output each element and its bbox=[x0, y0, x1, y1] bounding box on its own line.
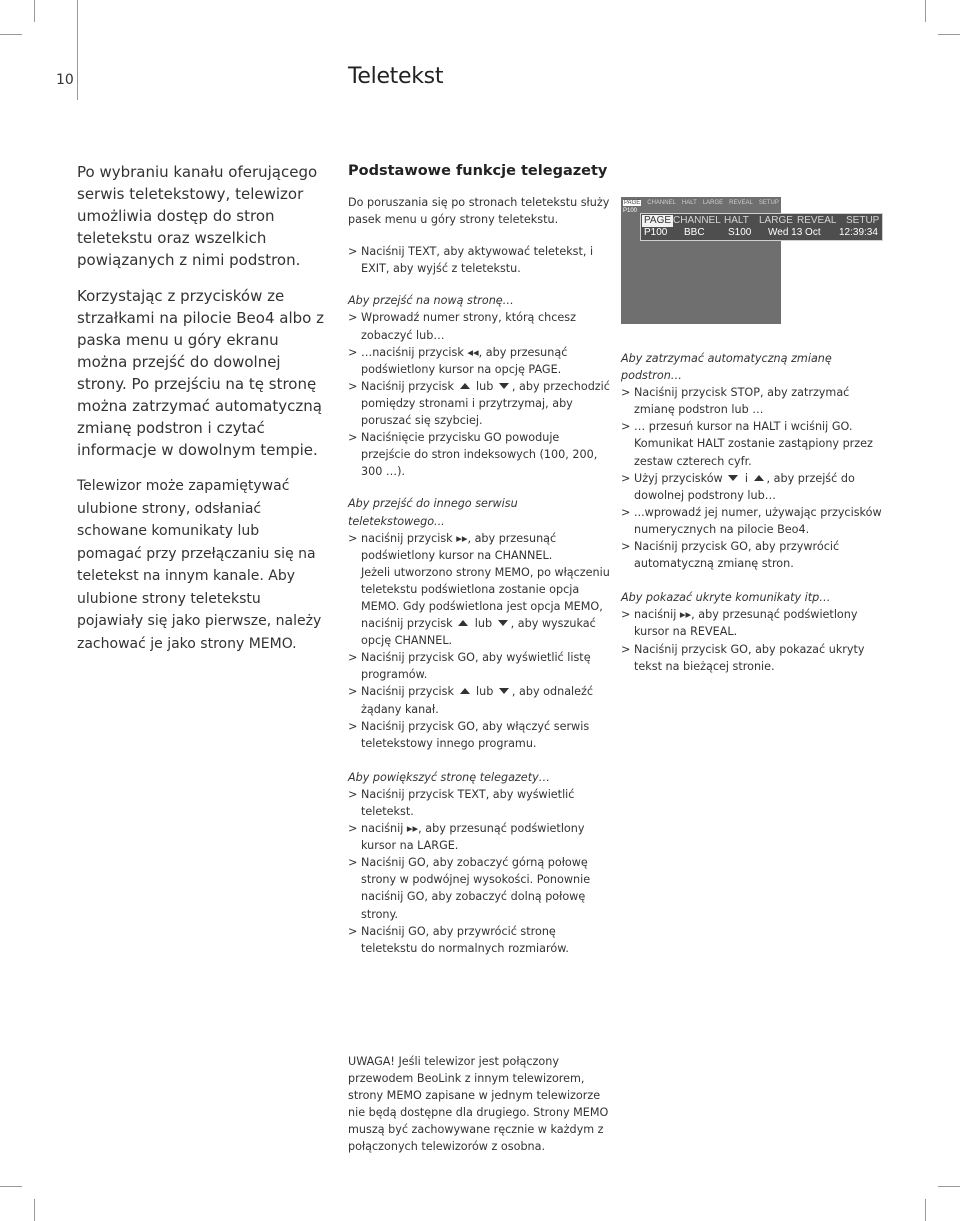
middle-column bbox=[348, 160, 610, 957]
up-arrow-icon bbox=[458, 620, 468, 626]
crop-mark bbox=[0, 1186, 22, 1187]
crop-mark bbox=[34, 1199, 35, 1221]
menu-large-option: LARGE bbox=[759, 215, 793, 226]
memo-paragraph: Telewizor może zapamiętywać ulubione strony, odsłaniać schowane komunikaty lub pomagać przy przełączaniu się na teletekst na innym kanale. Aby ulubione strony teletekstu pojawiały się jako pierwsze, należy zachować je jako strony MEMO. bbox=[77, 478, 322, 652]
list-item: > Użyj przycisków i , aby przejść do dowolnej podstrony lub… bbox=[621, 471, 855, 502]
forward-icon: ▸▸ bbox=[406, 822, 419, 836]
list-item: > Naciśnij TEXT, aby aktywować teletekst, i EXIT, aby wyjść z teletekstu. bbox=[348, 245, 594, 276]
up-arrow-icon bbox=[754, 475, 764, 481]
list-item: > Naciśnij przycisk TEXT, aby wyświetlić teletekst. bbox=[348, 787, 575, 818]
page-number: 10 bbox=[56, 72, 74, 88]
intro-text: Do poruszania się po stronach teletekstu służy pasek menu u góry strony teletekstu. bbox=[348, 196, 610, 227]
list-item: > Naciśnij przycisk GO, aby przywrócić automatyczną zmianę stron. bbox=[621, 540, 840, 571]
crop-mark bbox=[925, 0, 926, 22]
right-column bbox=[621, 350, 883, 675]
list-item: > Naciśnięcie przycisku GO powoduje przejście do stron indeksowych (100, 200, 300 …). bbox=[348, 431, 598, 479]
forward-icon: ▸▸ bbox=[679, 608, 692, 622]
note-paragraph: Jeżeli utworzono strony MEMO, po włączeniu teletekstu podświetlona zostanie opcja MEMO. Gdy podświetlona jest opcja MEMO, naciśnij przycisk lub , aby wyszukać opcję CHANNEL. bbox=[361, 565, 610, 648]
down-arrow-icon bbox=[499, 688, 509, 694]
up-arrow-icon bbox=[460, 383, 470, 389]
subpage-readout: S100 bbox=[728, 227, 752, 238]
subsection-heading: Aby przejść do innego serwisu teletekstowego... bbox=[348, 497, 518, 528]
menu-channel-option: CHANNEL bbox=[673, 215, 721, 226]
intro-paragraph: Po wybraniu kanału oferującego serwis teletekstowy, telewizor umożliwia dostęp do stron teletekstu oraz wszelkich powiązanych z nimi podstron. bbox=[77, 163, 318, 269]
down-arrow-icon bbox=[498, 620, 508, 626]
note-paragraph: Komunikat HALT zostanie zastąpiony przez zestaw czterech cyfr. bbox=[634, 437, 873, 468]
list-item: > Wprowadź numer strony, którą chcesz zobaczyć lub… bbox=[348, 311, 576, 342]
time-readout: 12:39:34 bbox=[839, 227, 878, 238]
section-heading: Podstawowe funkcje telegazety bbox=[348, 163, 608, 179]
subsection-heading: Aby powiększyć stronę telegazety… bbox=[348, 770, 550, 784]
list-item: > Naciśnij przycisk lub , aby odnaleźć żądany kanał. bbox=[348, 685, 594, 716]
list-item: > Naciśnij przycisk GO, aby wyświetlić listę programów. bbox=[348, 651, 591, 682]
menu-page-option: PAGE bbox=[644, 215, 672, 226]
list-item: > naciśnij przycisk ▸▸, aby przesunąć podświetlony kursor na CHANNEL. bbox=[348, 531, 557, 562]
menu-setup-option: SETUP bbox=[846, 215, 880, 226]
crop-mark bbox=[938, 1186, 960, 1187]
list-item: > Naciśnij przycisk STOP, aby zatrzymać zmianę podstron lub … bbox=[621, 386, 850, 417]
crop-mark bbox=[925, 1199, 926, 1221]
list-item: > naciśnij ▸▸, aby przesunąć podświetlony kursor na REVEAL. bbox=[621, 608, 858, 639]
page-title: Teletekst bbox=[348, 64, 444, 89]
up-arrow-icon bbox=[460, 688, 470, 694]
rewind-icon: ◂◂ bbox=[467, 345, 479, 359]
list-item: > Naciśnij GO, aby przywrócić stronę teletekstu do normalnych rozmiarów. bbox=[348, 924, 569, 955]
list-item: > … przesuń kursor na HALT i wciśnij GO. bbox=[621, 420, 853, 434]
menu-reveal-option: REVEAL bbox=[797, 215, 837, 226]
list-item: > Naciśnij przycisk GO, aby pokazać ukryty tekst na bieżącej stronie. bbox=[621, 642, 865, 673]
list-item: > Naciśnij przycisk lub , aby przechodzić pomiędzy stronami i przytrzymaj, aby poruszać się szybciej. bbox=[348, 379, 610, 428]
subsection-heading: Aby przejść na nową stronę… bbox=[348, 294, 514, 308]
page-number-readout: P100 bbox=[644, 227, 668, 238]
menu-halt-option: HALT bbox=[724, 215, 749, 226]
left-column bbox=[77, 161, 327, 669]
mini-menu-bar: PAGE CHANNEL HALT LARGE REVEAL SETUP P100 bbox=[623, 200, 779, 214]
list-item: > …naciśnij przycisk ◂◂, aby przesunąć podświetlony kursor na opcję PAGE. bbox=[348, 345, 568, 376]
list-item: > ...wprowadź jej numer, używając przycisków numerycznych na pilocie Beo4. bbox=[621, 505, 882, 536]
channel-readout: BBC bbox=[684, 227, 705, 238]
forward-icon: ▸▸ bbox=[456, 531, 468, 545]
crop-mark bbox=[0, 34, 22, 35]
crop-mark bbox=[938, 34, 960, 35]
list-item: > naciśnij ▸▸, aby przesunąć podświetlony kursor na LARGE. bbox=[348, 822, 585, 853]
date-readout: Wed 13 Oct bbox=[768, 227, 821, 238]
warning-note: UWAGA! Jeśli telewizor jest połączony przewodem BeoLink z innym telewizorem, strony MEMO zapisane w jednym telewizorze nie będą dostępne dla drugiego. Strony MEMO muszą być zachowywane ręcznie w każdym z połączonych telewizorów z osobna. bbox=[348, 1055, 609, 1154]
navigation-paragraph: Korzystając z przycisków ze strzałkami na pilocie Beo4 albo z paska menu u góry ekranu można przejść do dowolnej strony. Po przejściu na tę stronę można zatrzymać automatyczną zmianę podstron i czytać informacje w dowolnym tempie. bbox=[77, 287, 324, 459]
list-item: > Naciśnij przycisk GO, aby włączyć serwis teletekstowy innego programu. bbox=[348, 719, 590, 750]
down-arrow-icon bbox=[728, 475, 738, 481]
teletext-menu-bar bbox=[640, 213, 883, 241]
header-divider bbox=[77, 0, 78, 100]
subsection-heading: Aby zatrzymać automatyczną zmianę podstron… bbox=[621, 352, 832, 383]
down-arrow-icon bbox=[499, 383, 509, 389]
subsection-heading: Aby pokazać ukryte komunikaty itp… bbox=[621, 591, 831, 605]
list-item: > Naciśnij GO, aby zobaczyć górną połowę strony w podwójnej wysokości. Ponownie naciśnij GO, aby zobaczyć dolną połowę strony. bbox=[348, 856, 591, 921]
crop-mark bbox=[34, 0, 35, 22]
